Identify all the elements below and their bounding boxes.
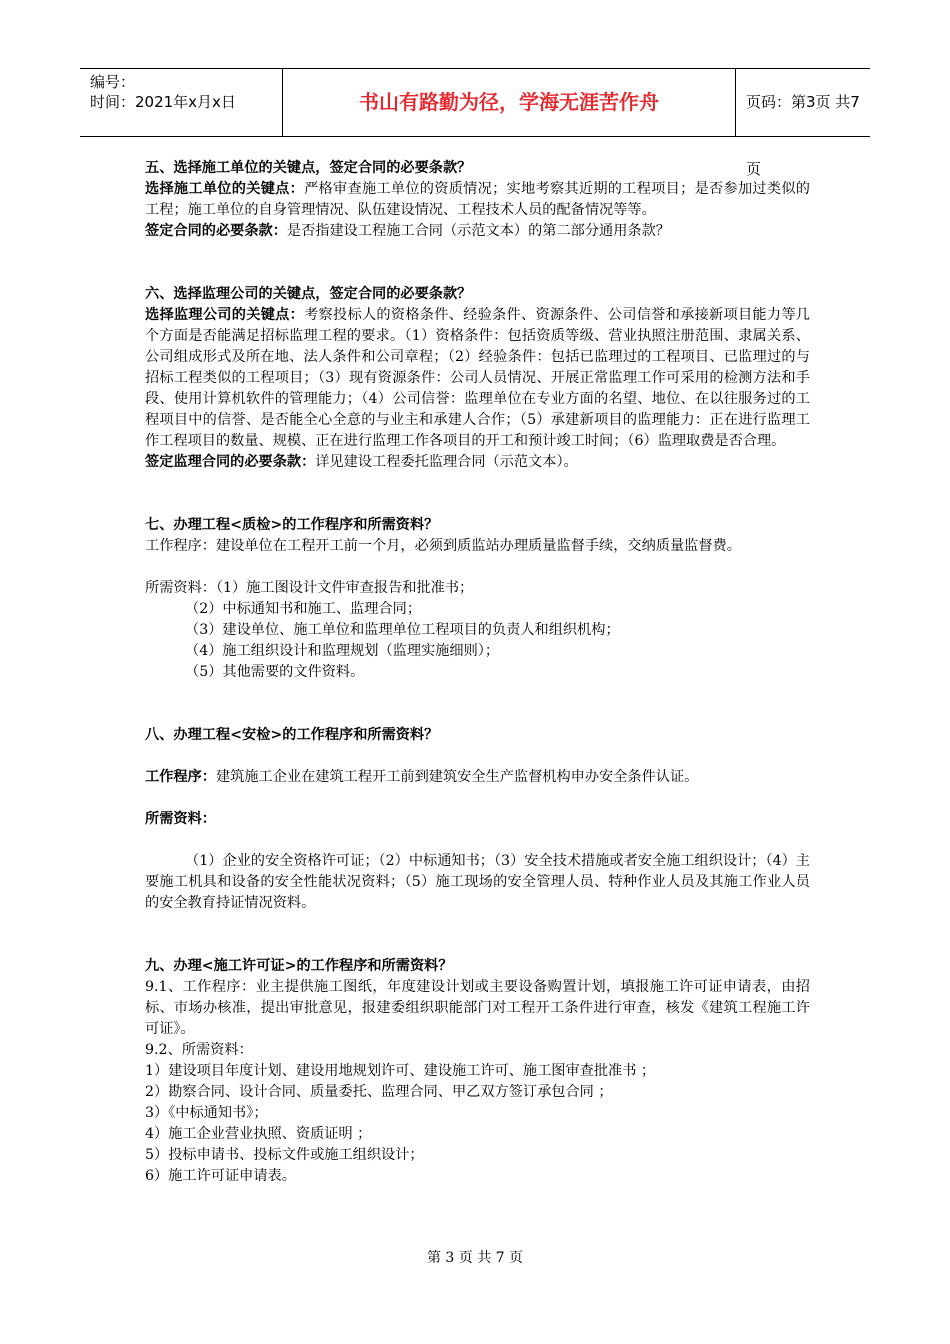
- section-5-p2-label: 签定合同的必要条款：: [145, 223, 287, 239]
- document-body: [145, 158, 810, 1187]
- section-7-materials-intro: 所需资料：（1）施工图设计文件审查报告和批准书；: [145, 580, 474, 596]
- section-7-material-item: （5）其他需要的文件资料。: [185, 664, 365, 680]
- section-8-materials-label: 所需资料：: [145, 811, 216, 827]
- section-5-p2-text: 是否指建设工程施工合同（示范文本）的第二部分通用条款？: [286, 223, 670, 239]
- section-9-item: 3）《中标通知书》；: [145, 1105, 268, 1121]
- section-6-p1-label: 选择监理公司的关键点：: [145, 307, 305, 323]
- section-8-procedure-label: 工作程序：: [145, 769, 216, 785]
- section-6-p1-text: 考察投标人的资格条件、经验条件、资源条件、公司信誉和承接新项目能力等几个方面是否能满足招标监理工程的要求。（1）资格条件：包括资质等级、营业执照注册范围、隶属关系、公司组成形式及所在地、法人条件和公司章程；（2）经验条件：包括已监理过的工程项目、已监理过的与招标工程类似的工程项目；（3）现有资源条件：公司人员情况、开展正常监理工作可采用的检测方法和手段、使用计算机软件的管理能力；（4）公司信誉：监理单位在专业方面的名望、地位、在以往服务过的工程项目中的信誉、是否能全心全意的与业主和承建人合作；（5）承建新项目的监理能力：正在进行监理工作工程项目的数量、规模、正在进行监理工作各项目的开工和预计竣工时间；（6）监理取费是否合理。: [145, 307, 810, 449]
- section-5-p1-label: 选择施工单位的关键点：: [145, 181, 305, 197]
- section-6-para-1: [145, 305, 810, 452]
- section-9-item: 1）建设项目年度计划、建设用地规划许可、建设施工许可、施工图审查批准书 ；: [145, 1063, 656, 1079]
- number-label: 编号：: [90, 73, 136, 91]
- section-5-para-1: [145, 179, 810, 221]
- section-7-title: 七、办理工程<质检>的工作程序和所需资料？: [145, 517, 439, 533]
- section-5-title: 五、选择施工单位的关键点，签定合同的必要条款？: [145, 160, 472, 176]
- header-page-info: 页码：第3页 共7页: [746, 93, 860, 178]
- section-9-title: 九、办理<施工许可证>的工作程序和所需资料？: [145, 958, 453, 974]
- section-8-materials-text: （1）企业的安全资格许可证；（2）中标通知书；（3）安全技术措施或者安全施工组织设计；（4）主要施工机具和设备的安全性能状况资料；（5）施工现场的安全管理人员、特种作业人员及其施工作业人员的安全教育持证情况资料。: [145, 853, 810, 911]
- section-8-procedure-text: 建筑施工企业在建筑工程开工前到建筑安全生产监督机构申办安全条件认证。: [215, 769, 699, 785]
- header-motto: 书山有路勤为径，学海无涯苦作舟: [283, 69, 736, 136]
- section-6-p2-text: 详见建设工程委托监理合同（示范文本）。: [315, 454, 578, 470]
- section-5-p1-text: 严格审查施工单位的资质情况；实地考察其近期的工程项目；是否参加过类似的工程；施工单位的自身管理情况、队伍建设情况、工程技术人员的配备情况等等。: [145, 181, 810, 218]
- section-9-procedure: 9.1、工作程序：业主提供施工图纸，年度建设计划或主要设备购置计划，填报施工许可证申请表，由招标、市场办核准，提出审批意见，报建委组织职能部门对工程开工条件进行审查，核发《建筑工程施工许可证》。: [145, 979, 810, 1037]
- section-8-title: 八、办理工程<安检>的工作程序和所需资料？: [145, 727, 439, 743]
- section-9-item: 4）施工企业营业执照、资质证明 ；: [145, 1126, 372, 1142]
- section-6-title: 六、选择监理公司的关键点，签定合同的必要条款？: [145, 286, 472, 302]
- section-5-para-2: [145, 221, 810, 242]
- section-6-para-2: [145, 452, 810, 473]
- section-6-p2-label: 签定监理合同的必要条款：: [145, 454, 316, 470]
- section-9-item: 6）施工许可证申请表。: [145, 1168, 296, 1184]
- page-footer: 第 3 页 共 7 页: [426, 1250, 524, 1266]
- section-9-item: 2）勘察合同、设计合同、质量委托、监理合同、甲乙双方签订承包合同 ；: [145, 1084, 613, 1100]
- section-7-material-item: （4）施工组织设计和监理规划（监理实施细则）；: [185, 643, 500, 659]
- section-8-procedure: [145, 767, 810, 788]
- date-line: 时间：2021年x月x日: [90, 93, 236, 111]
- section-9-materials-heading: 9.2、所需资料：: [145, 1042, 253, 1058]
- section-9-item: 5）投标申请书、投标文件或施工组织设计；: [145, 1147, 424, 1163]
- section-7-material-item: （2）中标通知书和施工、监理合同；: [185, 601, 422, 617]
- section-7-procedure: 工作程序：建设单位在工程开工前一个月，必须到质监站办理质量监督手续，交纳质量监督费。: [145, 538, 741, 554]
- header-meta-cell: [80, 69, 283, 136]
- section-7-material-item: （3）建设单位、施工单位和监理单位工程项目的负责人和组织机构；: [185, 622, 620, 638]
